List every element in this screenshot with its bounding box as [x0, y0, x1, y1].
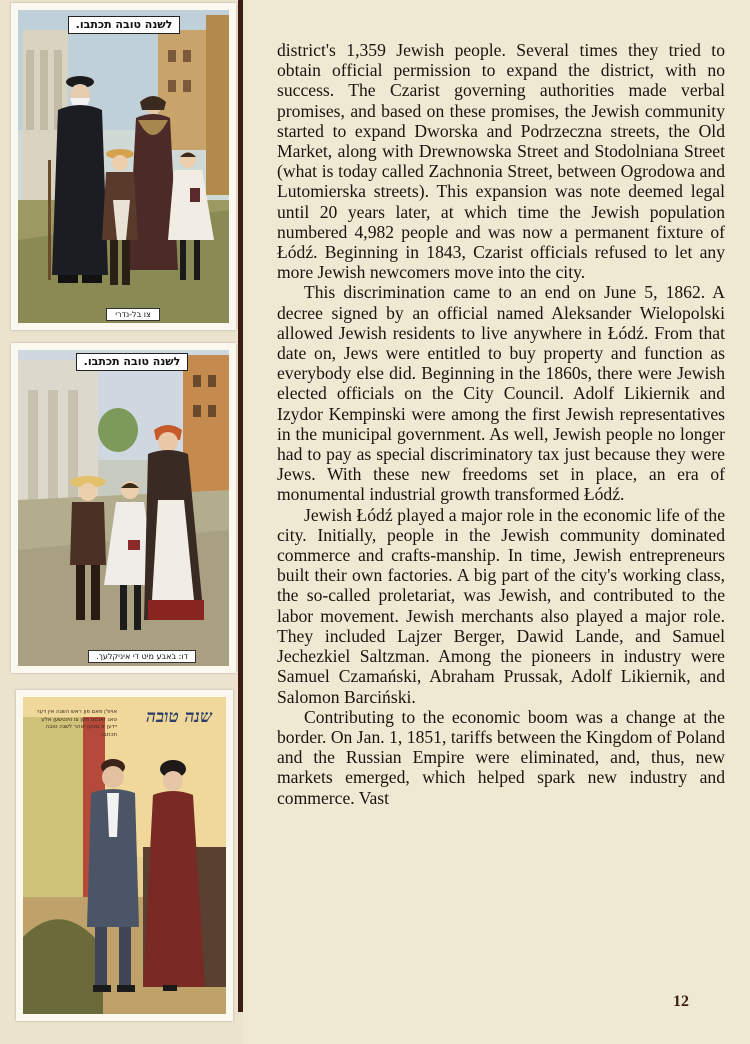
- paragraph-4: Contributing to the economic boom was a change at the border. On Jan. 1, 1851, tariffs between the Kingdom of Poland and the Russian Empire were eliminated, and, thus, new markets emerged, which helped spark new industry and commerce. Vast: [277, 706, 725, 808]
- postcard-3-illustration: [23, 697, 226, 1014]
- postcard-1: [11, 3, 236, 330]
- paragraph-2: This discrimination came to an end on June 5, 1862. A decree signed by an official named Aleksander Wielopolski allowed Jewish residents to live anywhere in Łódź. From that date on, Jews were entitled to buy property and function as everybody else did. Beginning in the 1860s, there were Jewish elected officials on the City Council. Adolf Likiernik and Izydor Kempinski were among the first Jewish representatives in the municipal government. As well, Jewish people no longer had to pay as special discriminatory tax just because they were Jews. With these new freedoms set in place, an era of monumental industrial growth transformed Łódź.: [277, 282, 725, 505]
- postcard-2-illustration: [18, 350, 229, 666]
- postcard-2: [11, 343, 236, 673]
- postcard-2-banner: לשנה טובה תכתבו.: [76, 353, 188, 371]
- text-column: [243, 0, 750, 1044]
- postcard-3-poem: אויפ'ן פאם פון ראש השנה אין דער טאג זאגסט מען צו ווינטשען אלע יידען א גוטען יאהר לשנה טובה תכתבו: [36, 709, 117, 738]
- postcard-3: [16, 690, 233, 1021]
- postcard-2-caption: דו: באבע מיט די איניקלעך.: [88, 650, 196, 663]
- postcard-1-banner: לשנה טובה תכתבו.: [68, 16, 180, 34]
- postcard-1-illustration: [18, 10, 229, 323]
- article-body: [277, 40, 725, 808]
- paragraph-1: district's 1,359 Jewish people. Several times they tried to obtain official permission to expand the district, with no success. The Czarist governing authorities made verbal promises, and based on these promises, the Jewish community started to expand Dworska and Podrzeczna streets, the Old Market, along with Drewnowska Street and Stodolniana Street (what is today called Zachnonia Street, between Ogrodowa and Lutomierska streets). This expansion was note deemed legal until 20 years later, at which time the Jewish population numbered 4,982 people and was now a permanent fixture of Łódź. Beginning in 1843, Czarist officials refused to let any more Jewish newcomers move into the city.: [277, 40, 725, 283]
- postcard-3-banner: שנה טובה: [146, 707, 212, 727]
- postcard-1-caption: צו בל-נדרי: [106, 308, 160, 321]
- postcard-column: [0, 0, 238, 1044]
- page-number: 12: [673, 993, 689, 1010]
- paragraph-3: Jewish Łódź played a major role in the economic life of the city. Initially, people in the Jewish community dominated commerce and crafts-manship. In time, Jewish entrepreneurs built their own factories. A big part of the city's working class, the so-called proletariat, was Jewish, and contributed to the labor movement. Jewish merchants also played a major role. They included Lajzer Berger, Dawid Lande, and Samuel Jechezkiel Saltzman. Among the pioneers in industry were Samuel Czamański, Abraham Prussak, Adolf Likiernik, and Salomon Barciński.: [277, 504, 725, 707]
